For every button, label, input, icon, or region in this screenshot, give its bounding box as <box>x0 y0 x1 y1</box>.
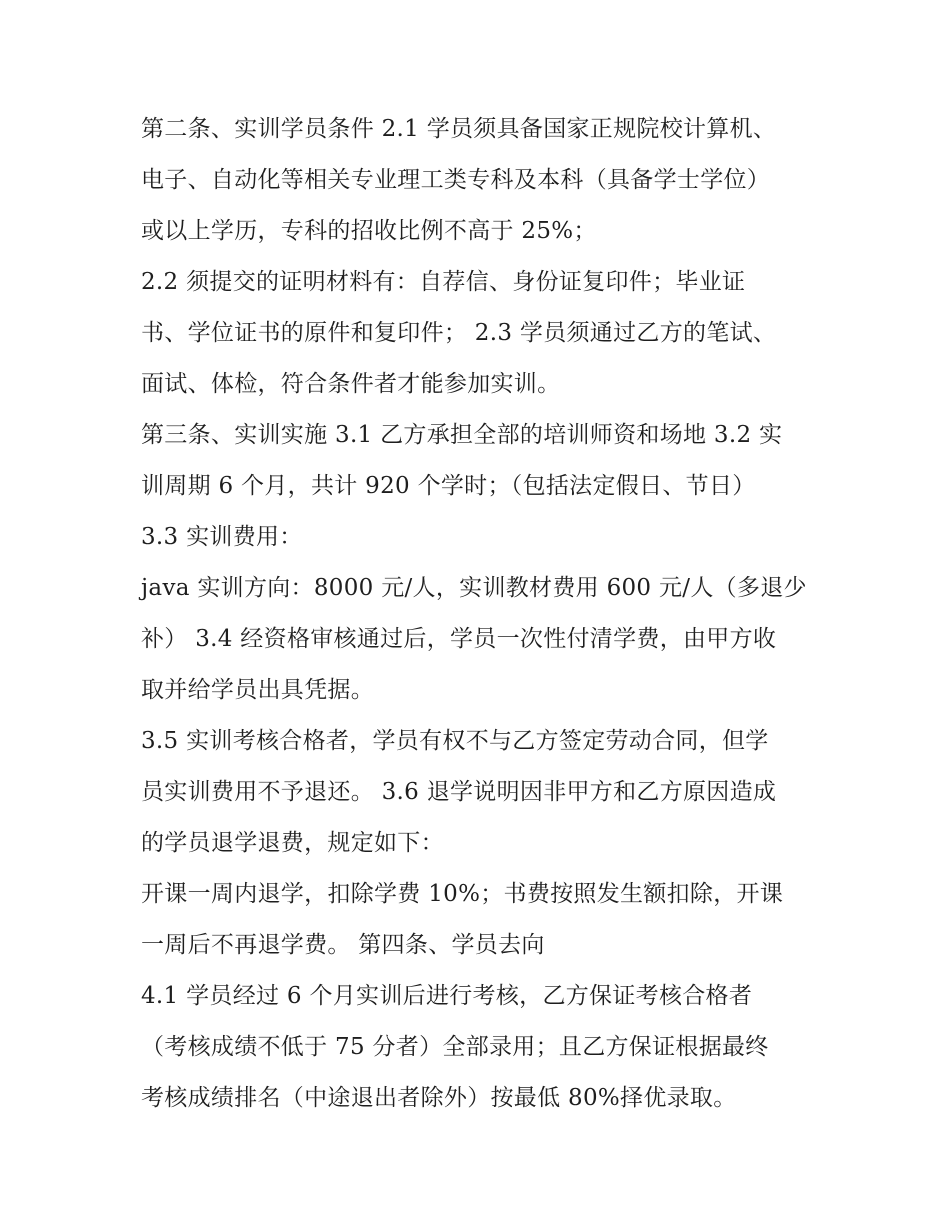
text-line: 的学员退学退费，规定如下： <box>141 830 444 856</box>
text-line: 训周期 6 个月，共计 920 个学时；（包括法定假日、节日） <box>141 473 756 499</box>
text-line: （考核成绩不低于 75 分者）全部录用；且乙方保证根据最终 <box>141 1034 769 1060</box>
body-text <box>141 104 841 1124</box>
text-line: 电子、自动化等相关专业理工类专科及本科（具备学士学位） <box>141 167 771 193</box>
text-line: 2.2 须提交的证明材料有：自荐信、身份证复印件；毕业证 <box>141 269 746 295</box>
text-line: 一周后不再退学费。 第四条、学员去向 <box>141 932 545 958</box>
text-line: 书、学位证书的原件和复印件； 2.3 学员须通过乙方的笔试、 <box>141 320 777 346</box>
text-line: 4.1 学员经过 6 个月实训后进行考核，乙方保证考核合格者 <box>141 983 753 1009</box>
text-line: 面试、体检，符合条件者才能参加实训。 <box>141 371 561 397</box>
text-line: 员实训费用不予退还。 3.6 退学说明因非甲方和乙方原因造成 <box>141 779 777 805</box>
text-line: 开课一周内退学，扣除学费 10%；书费按照发生额扣除，开课 <box>141 881 784 907</box>
text-line: 3.5 实训考核合格者，学员有权不与乙方签定劳动合同，但学 <box>141 728 769 754</box>
text-line: 考核成绩排名（中途退出者除外）按最低 80%择优录取。 <box>141 1085 737 1111</box>
text-line: 第二条、实训学员条件 2.1 学员须具备国家正规院校计算机、 <box>141 116 777 142</box>
text-line: java 实训方向：8000 元/人，实训教材费用 600 元/人（多退少 <box>141 575 807 601</box>
text-line: 取并给学员出具凭据。 <box>141 677 374 703</box>
text-line: 3.3 实训费用： <box>141 524 303 550</box>
text-line: 或以上学历，专科的招收比例不高于 25%； <box>141 218 597 244</box>
text-line: 补） 3.4 经资格审核通过后，学员一次性付清学费，由甲方收 <box>141 626 777 652</box>
text-line: 第三条、实训实施 3.1 乙方承担全部的培训师资和场地 3.2 实 <box>141 422 783 448</box>
